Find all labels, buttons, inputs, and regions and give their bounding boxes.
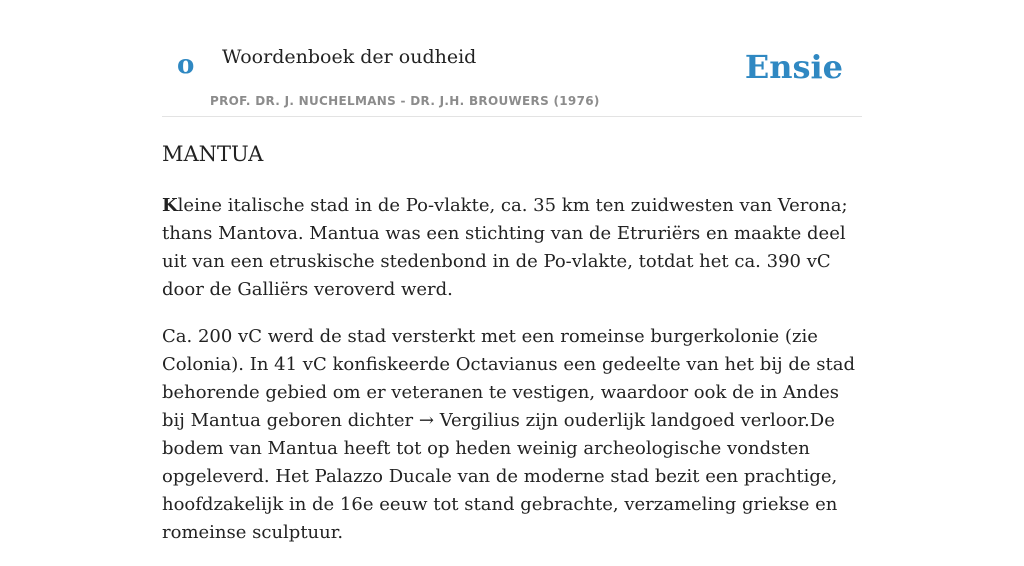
- entry-headword: MANTUA: [162, 142, 264, 166]
- ensie-logo[interactable]: Ensie: [744, 48, 843, 86]
- paragraph-2-text-end: zijn ouderlijk landgoed verloor.De bodem van Mantua heeft tot op heden weinig archeologische vondsten opgeleverd. Het Palazzo Ducale van de moderne stad bezit een prachtige, hoofdzakelijk in de 16e eeuw tot stand gebrachte, verzameling griekse en romeinse sculptuur.: [162, 410, 838, 543]
- paragraph-1-text: leine italische stad in de Po-vlakte, ca. 35 km ten zuidwesten van Verona; thans Mantova. Mantua was een stichting van de Etruriërs en maakte deel uit van een etruskische stedenbond in de Po-vlakte, totdat het ca. 390 vC door de Galliërs veroverd werd.: [162, 195, 848, 300]
- book-authors: PROF. DR. J. NUCHELMANS - DR. J.H. BROUWERS (1976): [210, 94, 600, 108]
- entry-body: [162, 192, 864, 566]
- drop-cap: K: [162, 195, 178, 216]
- entry-paragraph-2: [162, 323, 864, 547]
- letter-index-link[interactable]: o: [177, 50, 195, 80]
- book-title[interactable]: Woordenboek der oudheid: [222, 46, 477, 68]
- entry-paragraph-1: [162, 192, 864, 304]
- cross-reference-link-vergilius[interactable]: → Vergilius: [418, 410, 520, 431]
- paragraph-2-text-start: Ca. 200 vC werd de stad versterkt met een romeinse burgerkolonie (zie Colonia). In 41 vC konfiskeerde Octavianus een gedeelte van het bij de stad behorende gebied om er veteranen te vestigen, waardoor ook de in Andes bij Mantua geboren dichter: [162, 326, 855, 431]
- book-header: [162, 0, 862, 117]
